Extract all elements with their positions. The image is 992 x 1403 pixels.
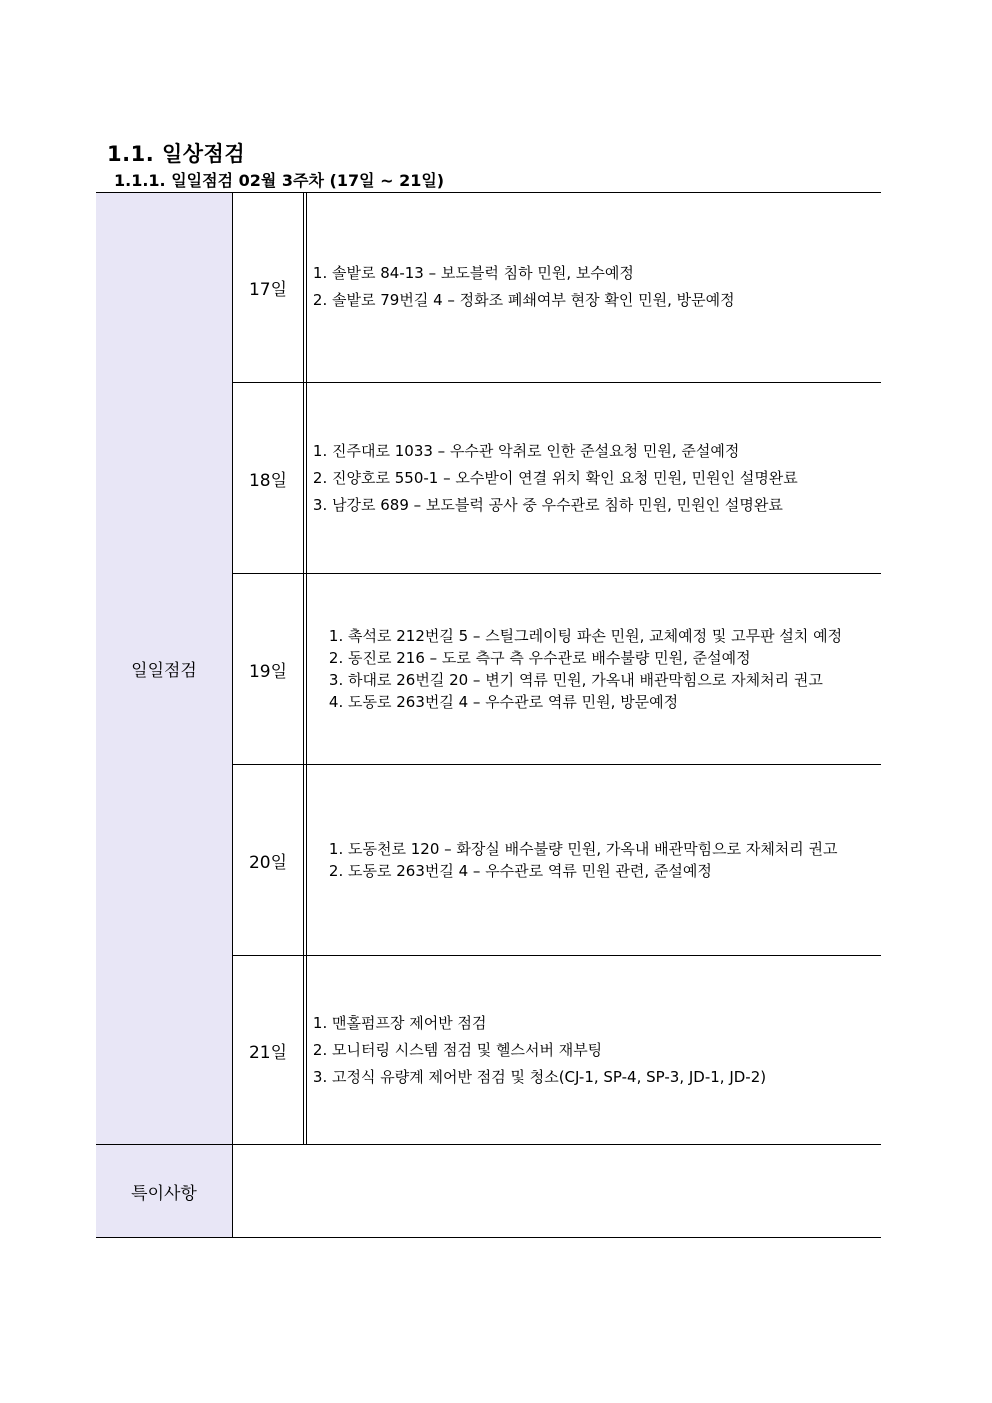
day-content-cell: [308, 383, 881, 573]
list-item: 1. 솔밭로 84-13 – 보도블럭 침하 민원, 보수예정: [332, 260, 735, 287]
list-item: 1. 맨홀펌프장 제어반 점검: [332, 1010, 766, 1037]
issue-list: [308, 625, 842, 713]
table-divider: [96, 1144, 881, 1145]
day-label: 21일: [248, 1042, 288, 1063]
day-label: 19일: [248, 661, 288, 682]
remarks-value-cell: [233, 1145, 891, 1237]
row-divider: [233, 955, 881, 956]
list-item: 2. 동진로 216 – 도로 측구 측 우수관로 배수불량 민원, 준설예정: [348, 647, 842, 669]
issue-list: [308, 838, 838, 882]
day-content-cell: [308, 574, 881, 764]
day-cell: [233, 574, 303, 764]
column-divider: [306, 192, 307, 1144]
remarks-label-cell: [96, 1145, 232, 1237]
list-item: 3. 하대로 26번길 20 – 변기 역류 민원, 가옥내 배관막힘으로 자체처리 권고: [348, 669, 842, 691]
daily-inspection-table: [96, 192, 881, 1238]
day-label: 20일: [248, 852, 288, 873]
list-item: 2. 도동로 263번길 4 – 우수관로 역류 민원 관련, 준설예정: [348, 860, 838, 882]
column-divider: [232, 192, 233, 1238]
day-cell: [233, 192, 303, 382]
category-label-cell: [96, 192, 232, 1144]
remarks-label: 특이사항: [131, 1183, 197, 1204]
issue-list: [308, 1010, 766, 1091]
section-title: 1.1. 일상점검: [107, 142, 246, 166]
list-item: 2. 모니터링 시스템 점검 및 헬스서버 재부팅: [332, 1037, 766, 1064]
day-label: 18일: [248, 470, 288, 491]
day-content-cell: [308, 192, 881, 382]
row-divider: [233, 382, 881, 383]
day-content-cell: [308, 765, 881, 955]
day-cell: [233, 383, 303, 573]
issue-list: [308, 438, 798, 519]
row-divider: [233, 573, 881, 574]
list-item: 2. 솔밭로 79번길 4 – 정화조 폐쇄여부 현장 확인 민원, 방문예정: [332, 287, 735, 314]
list-item: 1. 도동천로 120 – 화장실 배수불량 민원, 가옥내 배관막힘으로 자체처리 권고: [348, 838, 838, 860]
issue-list: [308, 260, 735, 314]
day-cell: [233, 765, 303, 955]
row-divider: [233, 764, 881, 765]
list-item: 4. 도동로 263번길 4 – 우수관로 역류 민원, 방문예정: [348, 691, 842, 713]
list-item: 3. 남강로 689 – 보도블럭 공사 중 우수관로 침하 민원, 민원인 설명완료: [332, 492, 798, 519]
table-border-top: [96, 192, 881, 193]
day-content-cell: [308, 956, 881, 1144]
subsection-title: 1.1.1. 일일점검 02월 3주차 (17일 ~ 21일): [114, 171, 445, 190]
column-divider: [303, 192, 304, 1144]
category-label: 일일점검: [131, 660, 197, 681]
list-item: 2. 진양호로 550-1 – 오수받이 연결 위치 확인 요청 민원, 민원인 설명완료: [332, 465, 798, 492]
day-cell: [233, 956, 303, 1144]
list-item: 1. 촉석로 212번길 5 – 스틸그레이팅 파손 민원, 교체예정 및 고무판 설치 예정: [348, 625, 842, 647]
table-border-bottom: [96, 1237, 881, 1238]
list-item: 3. 고정식 유량계 제어반 점검 및 청소(CJ-1, SP-4, SP-3, JD-1, JD-2): [332, 1064, 766, 1091]
list-item: 1. 진주대로 1033 – 우수관 악취로 인한 준설요청 민원, 준설예정: [332, 438, 798, 465]
day-label: 17일: [248, 279, 288, 300]
